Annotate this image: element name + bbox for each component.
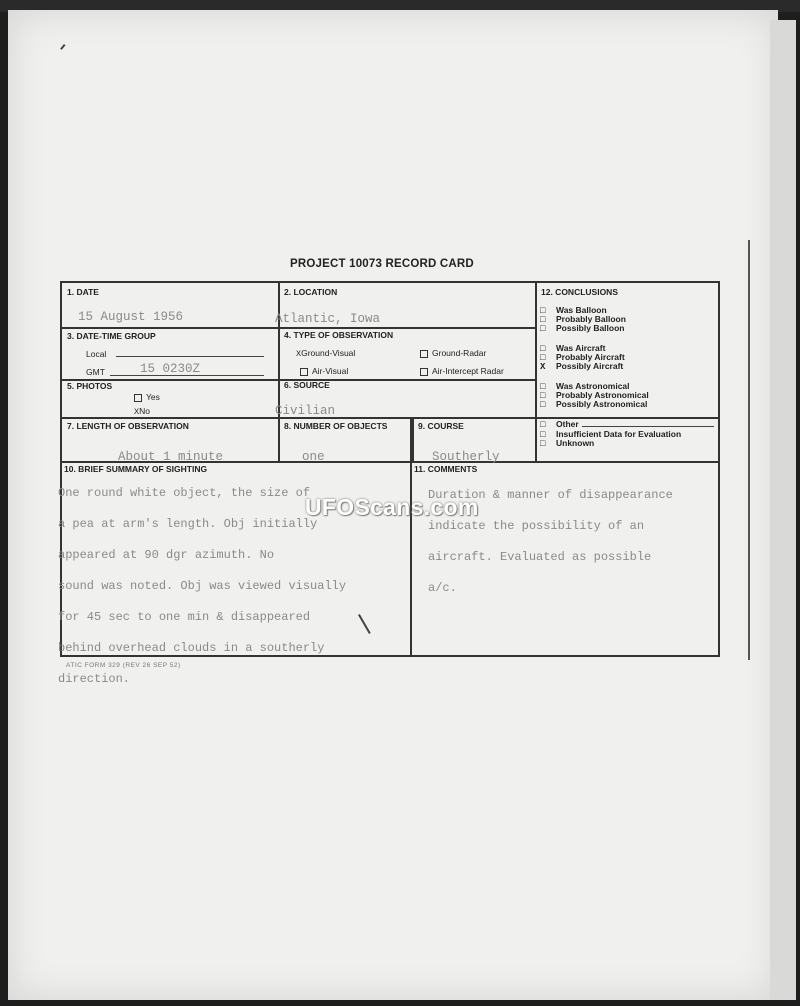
photos-yes-checkbox — [134, 394, 142, 402]
conclusion-checkbox: □ — [540, 306, 546, 316]
conclusion-item: □ Was Balloon — [540, 305, 607, 316]
conclusion-checkbox: □ — [540, 420, 546, 430]
comments-text — [428, 472, 673, 612]
conclusion-checkbox-checked: X — [540, 362, 546, 372]
col-divider — [278, 283, 280, 461]
row-divider — [62, 327, 536, 329]
conclusion-item: □ Insufficient Data for Evaluation — [540, 429, 682, 440]
form-footer: ATIC FORM 329 (REV 26 SEP 52) — [66, 662, 181, 669]
conclusion-item-selected: X Possibly Aircraft — [540, 361, 624, 372]
conclusion-item: □ Unknown — [540, 438, 595, 449]
conclusion-checkbox: □ — [540, 400, 546, 410]
conclusion-checkbox: □ — [540, 344, 546, 354]
summary-line: direction. — [58, 671, 131, 686]
length-value: About 1 minute — [118, 450, 224, 464]
other-line — [582, 426, 714, 427]
number-label: 8. NUMBER OF OBJECTS — [284, 421, 388, 431]
number-value: one — [302, 450, 325, 464]
photos-no-checkbox: X — [134, 407, 140, 417]
conclusion-checkbox: □ — [540, 353, 546, 363]
source-label: 6. SOURCE — [284, 380, 330, 390]
conclusion-checkbox: □ — [540, 382, 546, 392]
summary-line: behind overhead clouds in a southerly — [58, 640, 325, 655]
local-line — [116, 356, 264, 357]
conclusion-item: □ Probably Astronomical — [540, 390, 649, 401]
photos-yes: Yes — [134, 392, 160, 402]
summary-label: 10. BRIEF SUMMARY OF SIGHTING — [64, 464, 208, 474]
gmt-value: 15 0230Z — [140, 362, 201, 376]
dtg-label: 3. DATE-TIME GROUP — [67, 331, 156, 341]
length-label: 7. LENGTH OF OBSERVATION — [67, 421, 189, 431]
scan-crease-line — [748, 240, 750, 660]
comments-line: a/c. — [428, 580, 457, 595]
type-air-intercept: Air-Intercept Radar — [420, 366, 504, 376]
watermark: UFOScans.com — [305, 494, 479, 520]
conclusion-item: □ Possibly Balloon — [540, 323, 625, 334]
conclusions-label: 12. CONCLUSIONS — [541, 287, 618, 297]
col-divider — [535, 283, 537, 461]
date-value: 15 August 1956 — [78, 310, 184, 324]
comments-label: 11. COMMENTS — [414, 464, 478, 474]
conclusion-item: □ Was Aircraft — [540, 343, 606, 354]
comments-line: Duration & manner of disappearance — [428, 487, 673, 502]
conclusion-item: □ Other — [540, 419, 579, 430]
conclusion-checkbox: □ — [540, 391, 546, 401]
source-value: Civilian — [275, 404, 336, 418]
conclusion-item: □ Possibly Astronomical — [540, 399, 648, 410]
paper-edge-band — [770, 20, 796, 1000]
location-label: 2. LOCATION — [284, 287, 338, 297]
air-visual-checkbox — [300, 368, 308, 376]
type-label: 4. TYPE OF OBSERVATION — [284, 330, 394, 340]
air-intercept-checkbox — [420, 368, 428, 376]
course-label: 9. COURSE — [418, 421, 464, 431]
conclusion-item: □ Probably Balloon — [540, 314, 626, 325]
conclusion-checkbox: □ — [540, 430, 546, 440]
summary-line: for 45 sec to one min & disappeared — [58, 609, 311, 624]
location-value: Atlantic, Iowa — [275, 312, 381, 326]
course-value: Southerly — [432, 450, 500, 464]
row-divider — [62, 417, 718, 419]
summary-line: sound was noted. Obj was viewed visually — [58, 578, 347, 593]
conclusion-checkbox: □ — [540, 439, 546, 449]
ground-radar-checkbox — [420, 350, 428, 358]
comments-line: aircraft. Evaluated as possible — [428, 549, 652, 564]
ground-visual-checkbox: X — [296, 349, 302, 359]
type-air-visual: Air-Visual — [300, 366, 348, 376]
type-ground-visual: XGround-Visual — [296, 348, 356, 359]
photos-label: 5. PHOTOS — [67, 381, 113, 391]
summary-line: a pea at arm's length. Obj initially — [58, 516, 318, 531]
col-divider — [412, 417, 414, 461]
comments-line: indicate the possibility of an — [428, 518, 645, 533]
conclusion-checkbox: □ — [540, 315, 546, 325]
photos-no: XNo — [134, 406, 150, 417]
local-label: Local — [86, 349, 107, 359]
gmt-label: GMT — [86, 367, 105, 377]
conclusion-checkbox: □ — [540, 324, 546, 334]
conclusion-item: □ Was Astronomical — [540, 381, 630, 392]
summary-line: appeared at 90 dgr azimuth. No — [58, 547, 275, 562]
card-title: PROJECT 10073 RECORD CARD — [290, 258, 474, 270]
type-ground-radar: Ground-Radar — [420, 348, 486, 358]
conclusion-item: □ Probably Aircraft — [540, 352, 625, 363]
summary-line: One round white object, the size of — [58, 485, 311, 500]
date-label: 1. DATE — [67, 287, 99, 297]
